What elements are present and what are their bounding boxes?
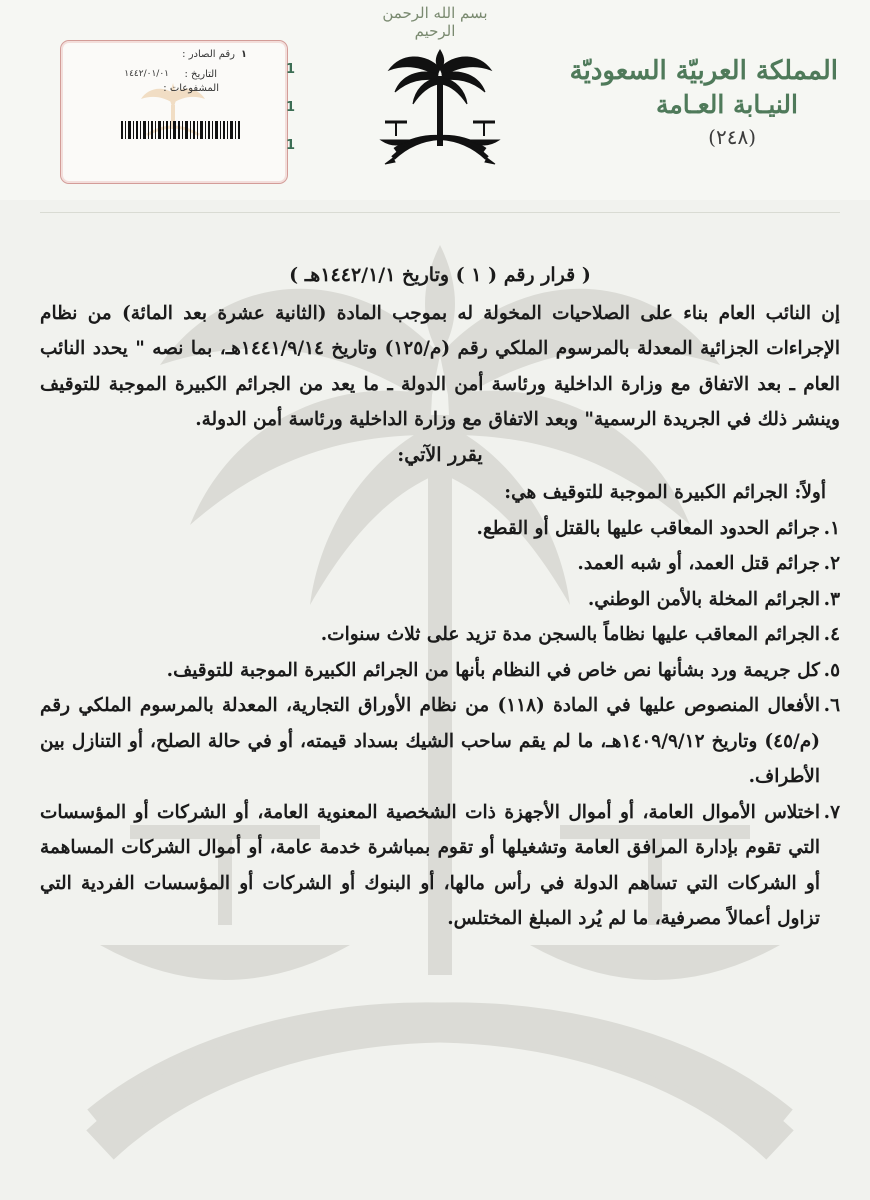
list-item: [40, 617, 840, 653]
list-item: [40, 511, 840, 547]
palm-swords-emblem-icon: [375, 40, 505, 175]
first-heading: أولاً: الجرائم الكبيرة الموجبة للتوقيف هي:: [504, 482, 826, 503]
item-text: جرائم الحدود المعاقب عليها بالقتل أو القطع.: [476, 517, 820, 539]
margin-marks: [286, 62, 300, 176]
item-text: كل جريمة ورد بشأنها نص خاص في النظام بأنها من الجرائم الكبيرة الموجبة للتوقيف.: [166, 659, 820, 681]
decision-body: [40, 258, 840, 937]
item-text: اختلاس الأموال العامة، أو أموال الأجهزة ذات الشخصية المعنوية العامة، أو الشركات أو المؤسسات التي تقوم بإدارة المرافق العامة وتشغيلها أو تقوم بمباشرة خدمة عامة، أو أموال الشركات المساهمة أو الشركات التي تساهم الدولة في رأس مالها، أو البنوك أو الشركات أو المؤسسات الفردية التي تزاول أعمالاً مصرفية، ما لم يُرد المبلغ المختلس.: [40, 801, 820, 929]
attachments-label: المشفوعات :: [163, 83, 219, 94]
list-item: [40, 546, 840, 582]
item-text: جرائم قتل العمد، أو شبه العمد.: [577, 553, 820, 574]
header-divider: [40, 212, 840, 213]
date-label: التاريخ :: [184, 69, 217, 80]
item-number: ٧.: [823, 801, 840, 823]
public-prosecution-name: النيـابة العـامة: [655, 90, 798, 119]
list-item: [40, 688, 840, 795]
barcode: [121, 121, 241, 139]
decision-preamble: إن النائب العام بناء على الصلاحيات المخولة له بموجب المادة (الثانية عشرة بعد المائة) من نظام الإجراءات الجزائية المعدلة بالمرسوم الملكي رقم (م/١٢٥) وتاريخ ١٤٤١/٩/١٤هـ، بما نصه " يحدد النائب العام ـ بعد الاتفاق مع وزارة الداخلية ورئاسة أمن الدولة ـ ما يعد من الجرائم الكبيرة الموجبة للتوقيف وينشر ذلك في الجريدة الرسمية" وبعد الاتفاق مع وزارة الداخلية ورئاسة أمن الدولة.: [40, 302, 840, 430]
list-item: [40, 653, 840, 689]
issue-number-value: ١: [240, 49, 247, 60]
list-item: [40, 795, 840, 937]
organization-code: (٢٤٨): [708, 125, 756, 149]
item-number: ٦.: [823, 695, 840, 716]
item-number: ٢.: [823, 553, 840, 574]
basmala: بسم الله الرحمن الرحيم: [382, 4, 488, 40]
kingdom-name: المملكة العربيّة السعوديّة: [569, 56, 838, 86]
item-number: ٥.: [823, 659, 840, 681]
item-text: الجرائم المخلة بالأمن الوطني.: [587, 588, 820, 610]
item-number: ٤.: [823, 624, 840, 645]
item-number: ١.: [823, 517, 840, 539]
registry-stamp: [60, 40, 288, 184]
item-number: ٣.: [823, 588, 840, 610]
item-text: الأفعال المنصوص عليها في المادة (١١٨) من نظام الأوراق التجارية، المعدلة بالمرسوم الملكي رقم (م/٤٥) وتاريخ ١٤٠٩/٩/١٢هـ، ما لم يقم ساحب الشيك بسداد قيمته، أو في حالة الصلح، أو التنازل بين الأطراف.: [40, 695, 820, 787]
date-value: ١٤٤٢/٠١/٠١: [124, 69, 169, 79]
issue-number-label: رقم الصادر :: [182, 49, 235, 60]
organization-name: [538, 54, 838, 152]
margin-mark: 1: [286, 138, 296, 153]
list-item: [40, 582, 840, 618]
item-text: الجرائم المعاقب عليها نظاماً بالسجن مدة تزيد على ثلاث سنوات.: [320, 624, 820, 645]
margin-mark: 1: [286, 62, 296, 77]
letterhead: [0, 0, 870, 200]
decides-heading: يقرر الآتي:: [397, 443, 483, 466]
margin-mark: 1: [286, 100, 296, 115]
decision-title: ( قرار رقم ( ١ ) وتاريخ ١٤٤٢/١/١هـ ): [289, 264, 591, 286]
